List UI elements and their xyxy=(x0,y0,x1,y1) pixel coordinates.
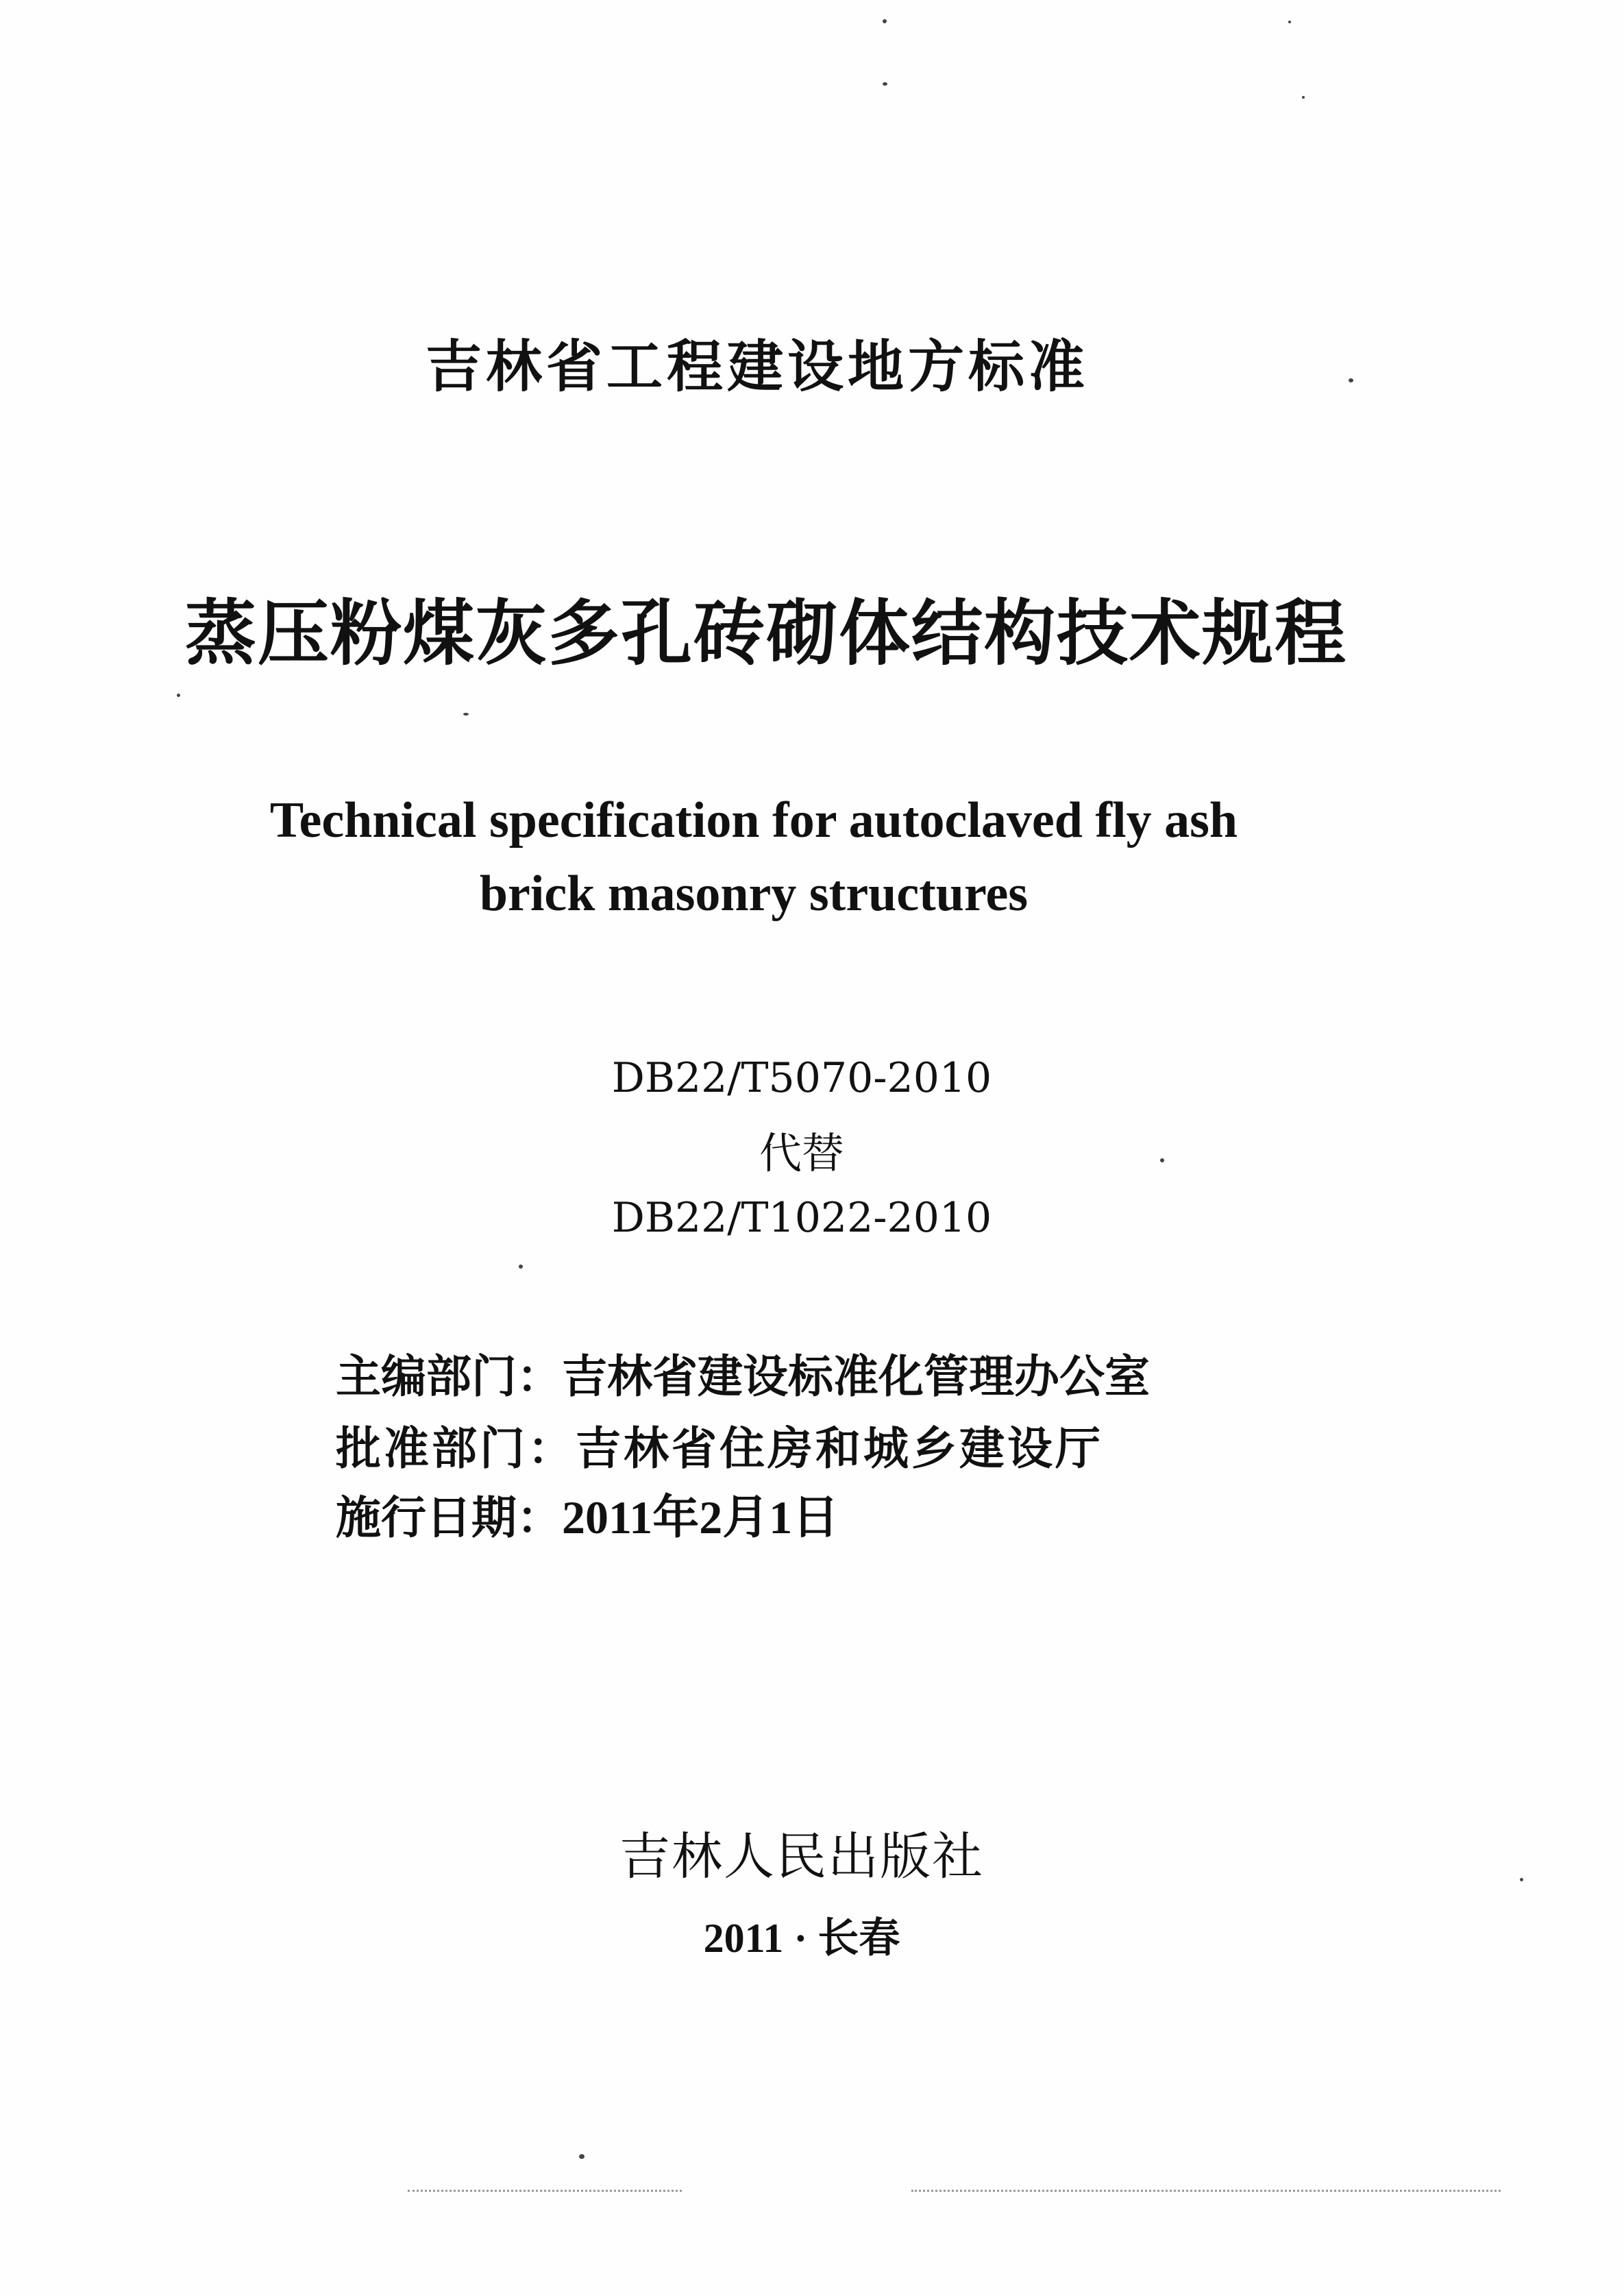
publication-place-year: 2011 · 长春 xyxy=(703,1916,900,1961)
scan-speck xyxy=(1520,1878,1523,1881)
scan-dotted-line xyxy=(911,2190,1501,2194)
scan-speck xyxy=(1302,96,1305,99)
scan-speck xyxy=(1349,378,1353,382)
scan-speck xyxy=(579,2154,585,2159)
scan-speck xyxy=(1288,21,1291,23)
publisher: 吉林人民出版社 xyxy=(619,1827,984,1886)
scan-speck xyxy=(1160,1158,1164,1162)
scan-speck xyxy=(177,694,180,697)
effective-date-value: 2011年2月1日 xyxy=(562,1491,839,1543)
editor-value: 吉林省建设标准化管理办公室 xyxy=(562,1350,1150,1403)
editor-row xyxy=(336,1340,1295,1405)
effective-date-label: 施行日期： xyxy=(336,1491,562,1544)
approver-row xyxy=(336,1412,1295,1477)
scan-speck xyxy=(883,19,887,23)
scan-speck xyxy=(519,1265,523,1269)
standard-code: DB22/T5070-2010 xyxy=(611,1054,992,1102)
scan-speck xyxy=(463,713,469,716)
editor-label: 主编部门： xyxy=(336,1350,562,1403)
title-english-line-1: Technical specification for autoclaved fly ash xyxy=(269,792,1238,848)
scan-dotted-line xyxy=(408,2190,682,2194)
scan-speck xyxy=(883,82,887,86)
approver-label: 批准部门： xyxy=(336,1422,576,1475)
replace-label: 代替 xyxy=(759,1128,844,1178)
title-english-line-2: brick masonry structures xyxy=(479,866,1029,922)
title-chinese: 蒸压粉煤灰多孔砖砌体结构技术规程 xyxy=(185,591,1348,675)
replaced-code: DB22/T1022-2010 xyxy=(611,1194,992,1242)
approver-value: 吉林省住房和城乡建设厅 xyxy=(576,1422,1103,1475)
standard-category: 吉林省工程建设地方标准 xyxy=(425,334,1089,400)
effective-date-row xyxy=(336,1480,1295,1547)
